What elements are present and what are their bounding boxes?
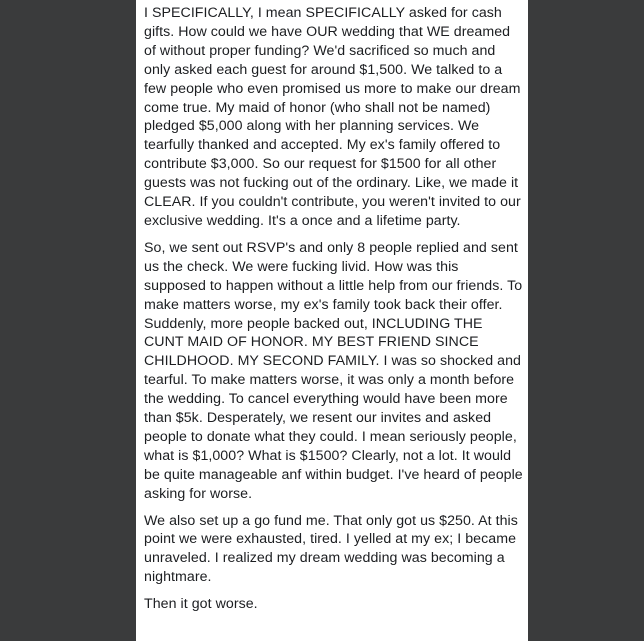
post-card (136, 0, 528, 641)
post-body (144, 4, 524, 622)
post-paragraph-4: Then it got worse. (144, 596, 258, 613)
post-paragraph-1: I SPECIFICALLY, I mean SPECIFICALLY asked for cash gifts. How could we have OUR wedding that WE dreamed of without proper funding? We'd sacrificed so much and only asked each guest for around $1,500. We talked to a few people who even promised us more to make our dream come true. My maid of honor (who shall not be named) pledged $5,000 along with her planning services. We tearfully thanked and accepted. My ex's family offered to contribute $3,000. So our request for $1500 for all other guests was not fucking out of the ordinary. Like, we made it CLEAR. If you couldn't contribute, you weren't invited to our exclusive wedding. It's a once and a lifetime party. (144, 5, 521, 229)
post-paragraph-3: We also set up a go fund me. That only got us $250. At this point we were exhausted, tired. I yelled at my ex; I became unraveled. I realized my dream wedding was becoming a nightmare. (144, 512, 518, 586)
post-paragraph-2: So, we sent out RSVP's and only 8 people replied and sent us the check. We were fucking livid. How was this supposed to happen without a little help from our friends. To make matters worse, my ex's family took back their offer. Suddenly, more people backed out, INCLUDING THE CUNT MAID OF HONOR. MY BEST FRIEND SINCE CHILDHOOD. MY SECOND FAMILY. I was so shocked and tearful. To make matters worse, it was only a month before the wedding. To cancel everything would have been more than $5k. Desperately, we resent our invites and asked people to donate what they could. I mean seriously people, what is $1,000? What is $1500? Clearly, not a lot. It would be quite manageable anf within budget. I've heard of people asking for worse. (144, 239, 523, 502)
left-margin (0, 0, 136, 641)
right-margin (528, 0, 644, 641)
